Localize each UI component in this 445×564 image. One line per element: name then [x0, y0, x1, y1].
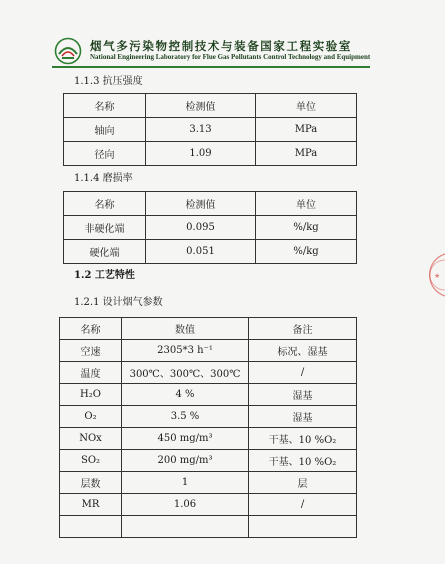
table-cell: 1.06: [122, 494, 249, 516]
table-cell: MPa: [256, 142, 357, 166]
table-header-cell: 名称: [60, 318, 122, 340]
table-cell: 3.5 %: [122, 406, 249, 428]
table-row: [64, 118, 357, 142]
seal-stamp-icon: [425, 250, 445, 300]
table-header-cell: 备注: [249, 318, 357, 340]
table-cell: 层数: [60, 472, 122, 494]
table-cell: 层: [249, 472, 357, 494]
wear-rate-table: [63, 191, 357, 264]
table-header-row: [60, 318, 357, 340]
table-cell: 300℃、300℃、300℃: [122, 362, 249, 384]
table-cell: 0.051: [146, 240, 256, 264]
table-cell: 径向: [64, 142, 146, 166]
table-cell: 4 %: [122, 384, 249, 406]
table-cell: /: [249, 494, 357, 516]
table-row: [60, 494, 357, 516]
svg-text:★: ★: [434, 272, 441, 280]
table-header-cell: 检测值: [146, 192, 256, 216]
table-cell: 200 mg/m³: [122, 450, 249, 472]
flue-gas-parameters-table: [59, 317, 357, 538]
table-cell: [60, 516, 122, 538]
table-row: [60, 450, 357, 472]
table-cell: 3.13: [146, 118, 256, 142]
table-cell: 轴向: [64, 118, 146, 142]
table-header-cell: 名称: [64, 192, 146, 216]
table-row: [64, 240, 357, 264]
table-cell: %/kg: [256, 240, 357, 264]
table-row: [60, 362, 357, 384]
header-divider: [52, 66, 370, 68]
table-cell: 干基、10 %O₂: [249, 450, 357, 472]
table-cell: 湿基: [249, 384, 357, 406]
section-heading-flue-gas-parameters: 1.2.1 设计烟气参数: [74, 297, 163, 308]
table-cell: [122, 516, 249, 538]
table-header-cell: 数值: [122, 318, 249, 340]
table-row: [64, 142, 357, 166]
table-cell: NOx: [60, 428, 122, 450]
table-row: [60, 406, 357, 428]
section-heading-wear-rate: 1.1.4 磨损率: [74, 173, 133, 184]
table-header-row: [64, 94, 357, 118]
table-cell: 450 mg/m³: [122, 428, 249, 450]
table-row: [60, 516, 357, 538]
table-header-cell: 单位: [256, 94, 357, 118]
table-cell: 温度: [60, 362, 122, 384]
table-row: [60, 428, 357, 450]
table-cell: 1.09: [146, 142, 256, 166]
laboratory-logo-icon: [54, 37, 82, 65]
table-cell: 干基、10 %O₂: [249, 428, 357, 450]
table-cell: SO₂: [60, 450, 122, 472]
table-cell: H₂O: [60, 384, 122, 406]
table-row: [64, 216, 357, 240]
table-cell: 1: [122, 472, 249, 494]
header-title-en: National Engineering Laboratory for Flue Gas Pollutants Control Technology and Equipment: [90, 53, 371, 61]
section-heading-compressive-strength: 1.1.3 抗压强度: [74, 76, 143, 87]
section-heading-process-characteristics: 1.2 工艺特性: [74, 270, 135, 281]
table-cell: 空速: [60, 340, 122, 362]
table-cell: 标况、湿基: [249, 340, 357, 362]
table-header-cell: 检测值: [146, 94, 256, 118]
table-cell: MR: [60, 494, 122, 516]
header-title-cn: 烟气多污染物控制技术与装备国家工程实验室: [90, 39, 352, 53]
table-cell: O₂: [60, 406, 122, 428]
table-cell: %/kg: [256, 216, 357, 240]
table-cell: 2305*3 h⁻¹: [122, 340, 249, 362]
table-cell: [249, 516, 357, 538]
table-cell: /: [249, 362, 357, 384]
table-row: [60, 340, 357, 362]
table-cell: MPa: [256, 118, 357, 142]
table-header-cell: 单位: [256, 192, 357, 216]
table-row: [60, 384, 357, 406]
table-cell: 0.095: [146, 216, 256, 240]
compressive-strength-table: [63, 93, 357, 166]
table-row: [60, 472, 357, 494]
table-cell: 湿基: [249, 406, 357, 428]
table-header-cell: 名称: [64, 94, 146, 118]
table-cell: 硬化端: [64, 240, 146, 264]
table-cell: 非硬化端: [64, 216, 146, 240]
table-header-row: [64, 192, 357, 216]
